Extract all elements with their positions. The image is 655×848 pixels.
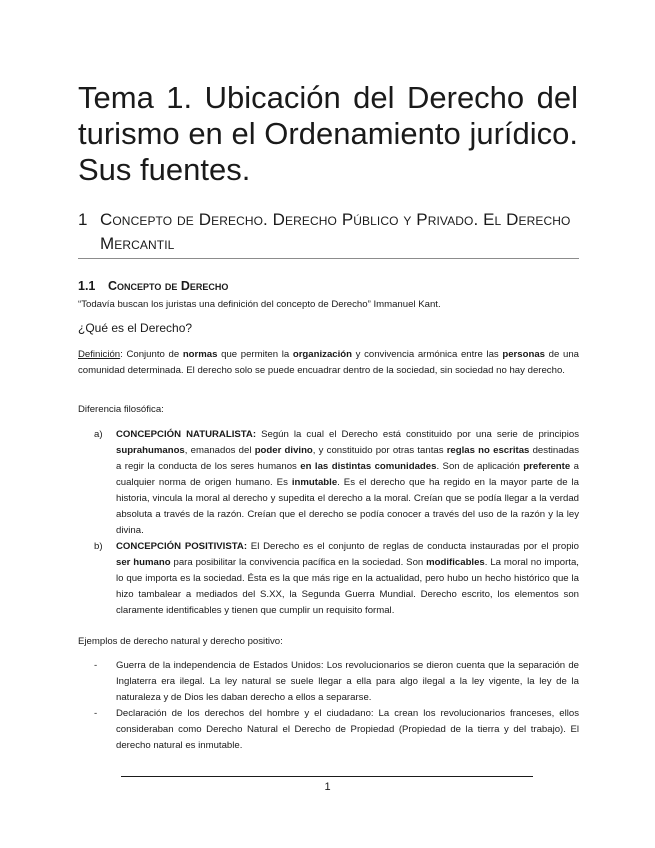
example-text: Guerra de la independencia de Estados Unidos: Los revolucionarios se dieron cuenta que la separación de Inglaterra era ilegal. La ley natural se suele llegar a ella para algo ilegal a la ley vigente, la ley de la naturaleza y de Dios les daban derecho a ellos a separarse. [116,660,579,703]
concept-text: a cualquier norma de origen humano. Es [116,461,579,488]
difference-label: Diferencia filosófica: [78,404,164,415]
concept-title: CONCEPCIÓN NATURALISTA: [116,429,257,440]
concept-bold: ser humano [116,557,171,568]
section-title: Concepto de Derecho. Derecho Público y Privado. El Derecho Mercantil [100,210,571,253]
definition-text: : Conjunto de [120,349,183,360]
concept-text: destinadas a regir la conducta de los seres humanos [116,445,580,472]
list-marker: b) [94,541,103,552]
definition-text: de una comunidad determinada. El derecho solo se puede encuadrar dentro de la sociedad, sin sociedad no hay derecho. [78,349,579,376]
concept-text: . Es el derecho que ha regido en la mayor parte de la historia, vincula la moral al derecho y supedita el derecho a la moral. Creían que se podía llegar a la verdad absoluta a través de la razón. Creían que el derecho se podía conocer a través del uso de la razón y la ley divina. [116,477,579,536]
list-item [78,706,579,754]
concept-text: para posibilitar la convivencia pacífica en la sociedad. Son [170,557,427,568]
concept-title: CONCEPCIÓN POSITIVISTA: [116,541,248,552]
concept-text: El Derecho es el conjunto de reglas de conducta instauradas por el propio [247,541,579,552]
concept-bold: en las distintas comunidades [300,461,437,472]
concept-text: Según la cual el Derecho está constituido por una serie de principios [256,429,579,440]
concept-bold: modificables [426,557,485,568]
subsection-title: Concepto de Derecho [108,279,229,293]
definition-text: que permiten la [217,349,293,360]
subsection-number: 1.1 [78,279,96,293]
examples-label: Ejemplos de derecho natural y derecho positivo: [78,636,283,647]
list-item [78,658,579,706]
definition-text: y convivencia armónica entre las [352,349,503,360]
concept-text: , emanados del [184,445,255,456]
list-marker: a) [94,429,103,440]
concept-bold: suprahumanos [116,445,185,456]
concept-text: , y constituido por otras tantas [312,445,447,456]
section-heading [78,208,578,256]
question-heading: ¿Qué es el Derecho? [78,321,193,335]
section-divider [78,258,579,259]
document-title: Tema 1. Ubicación del Derecho del turismo en el Ordenamiento jurídico. Sus fuentes. [78,80,578,187]
definition-bold: organización [292,349,352,360]
concept-bold: inmutable [291,477,338,488]
definition-label: Definición [78,349,121,360]
concept-bold: poder divino [254,445,313,456]
list-dash: - [94,660,98,671]
definition-paragraph [78,347,579,379]
concepts-list [78,427,579,619]
examples-list [78,658,579,754]
concept-text: . Son de aplicación [436,461,524,472]
page-number: 1 [324,781,331,793]
subsection-heading [78,278,228,294]
example-text: Declaración de los derechos del hombre y el ciudadano: La crean los revolucionarios franceses, ellos consideraban como Derecho Natural el Derecho de Propiedad (Propiedad de la tierra y del trabajo). El derecho natural es inmutable. [116,708,579,751]
list-item [78,427,579,539]
section-number: 1 [78,210,88,229]
list-dash: - [94,708,98,719]
definition-bold: normas [182,349,218,360]
concept-text: . La moral no importa, lo que importa es la sociedad. Ésta es la que más rige en la actualidad, pero hubo un hecho histórico que la hizo tambalear a mediados del S.XX, la Segunda Guerra Mundial. Derecho escrito, los elementos son claramente identificables y tienen que cumplir un requisito formal. [116,557,579,616]
definition-bold: personas [502,349,546,360]
concept-bold: preferente [523,461,571,472]
kant-quote: “Todavía buscan los juristas una definición del concepto de Derecho” Immanuel Kant. [78,299,441,310]
list-item [78,539,579,619]
concept-bold: reglas no escritas [446,445,530,456]
footer-divider [121,776,533,777]
